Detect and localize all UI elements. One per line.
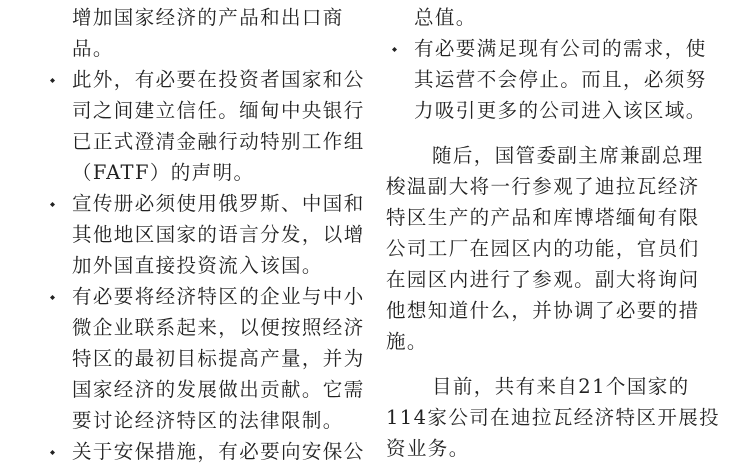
text-line: 他想知道什么，并协调了必要的措 <box>386 299 700 322</box>
right-column <box>386 2 721 464</box>
text-line: 国家经济的发展做出贡献。它需 <box>72 378 365 401</box>
text-line: 在园区内进行了参观。副大将询问 <box>386 268 700 291</box>
bullet-item <box>44 436 374 467</box>
text-line: 梭温副大将一行参观了迪拉瓦经济 <box>386 175 700 198</box>
text-line: 其运营不会停止。而且，必须努 <box>414 68 707 91</box>
text-line: 有必要满足现有公司的需求，使 <box>414 37 707 60</box>
text-line: 总值。 <box>414 6 477 29</box>
body-paragraph <box>386 371 721 464</box>
body-paragraph <box>386 140 716 357</box>
text-line: 此外，有必要在投资者国家和公 <box>72 68 365 91</box>
paragraph-gap <box>386 126 716 140</box>
bullet-icon <box>50 78 55 83</box>
text-line: 目前，共有来自21个国家的 <box>432 375 690 398</box>
bullet-icon <box>50 202 55 207</box>
text-line: 品。 <box>72 37 114 60</box>
bullet-icon <box>50 295 55 300</box>
paragraph-gap <box>386 357 716 371</box>
text-line: 已正式澄清金融行动特别工作组 <box>72 130 365 153</box>
text-line: 资业务。 <box>386 437 470 460</box>
text-line: 114家公司在迪拉瓦经济特区开展投 <box>386 406 721 429</box>
text-line: 微企业联系起来，以便按照经济 <box>72 316 365 339</box>
bullet-icon <box>392 47 397 52</box>
text-line: 有必要将经济特区的企业与中小 <box>72 285 365 308</box>
bullet-item <box>44 281 374 436</box>
text-line: 特区生产的产品和库博塔缅甸有限 <box>386 206 700 229</box>
text-line: 随后，国管委副主席兼副总理 <box>432 144 704 167</box>
text-line: 加外国直接投资流入该国。 <box>72 254 323 277</box>
text-line: 司之间建立信任。缅甸中央银行 <box>72 99 365 122</box>
text-line: 要讨论经济特区的法律限制。 <box>72 409 344 432</box>
text-line: 特区的最初目标提高产量，并为 <box>72 347 365 370</box>
text-line: 力吸引更多的公司进入该区域。 <box>414 99 707 122</box>
text-line: 其他地区国家的语言分发，以增 <box>72 223 365 246</box>
bullet-item <box>44 64 374 188</box>
bullet-item <box>44 188 374 281</box>
text-line: （FATF）的声明。 <box>72 161 255 184</box>
text-line: 关于安保措施，有必要向安保公 <box>72 440 365 463</box>
text-line: 宣传册必须使用俄罗斯、中国和 <box>72 192 365 215</box>
bullet-icon <box>50 450 55 455</box>
left-column <box>44 2 374 467</box>
text-line: 施。 <box>386 330 428 353</box>
text-line: 公司工厂在园区内的功能，官员们 <box>386 237 700 260</box>
text-line: 增加国家经济的产品和出口商 <box>72 6 344 29</box>
bullet-item <box>386 33 716 126</box>
